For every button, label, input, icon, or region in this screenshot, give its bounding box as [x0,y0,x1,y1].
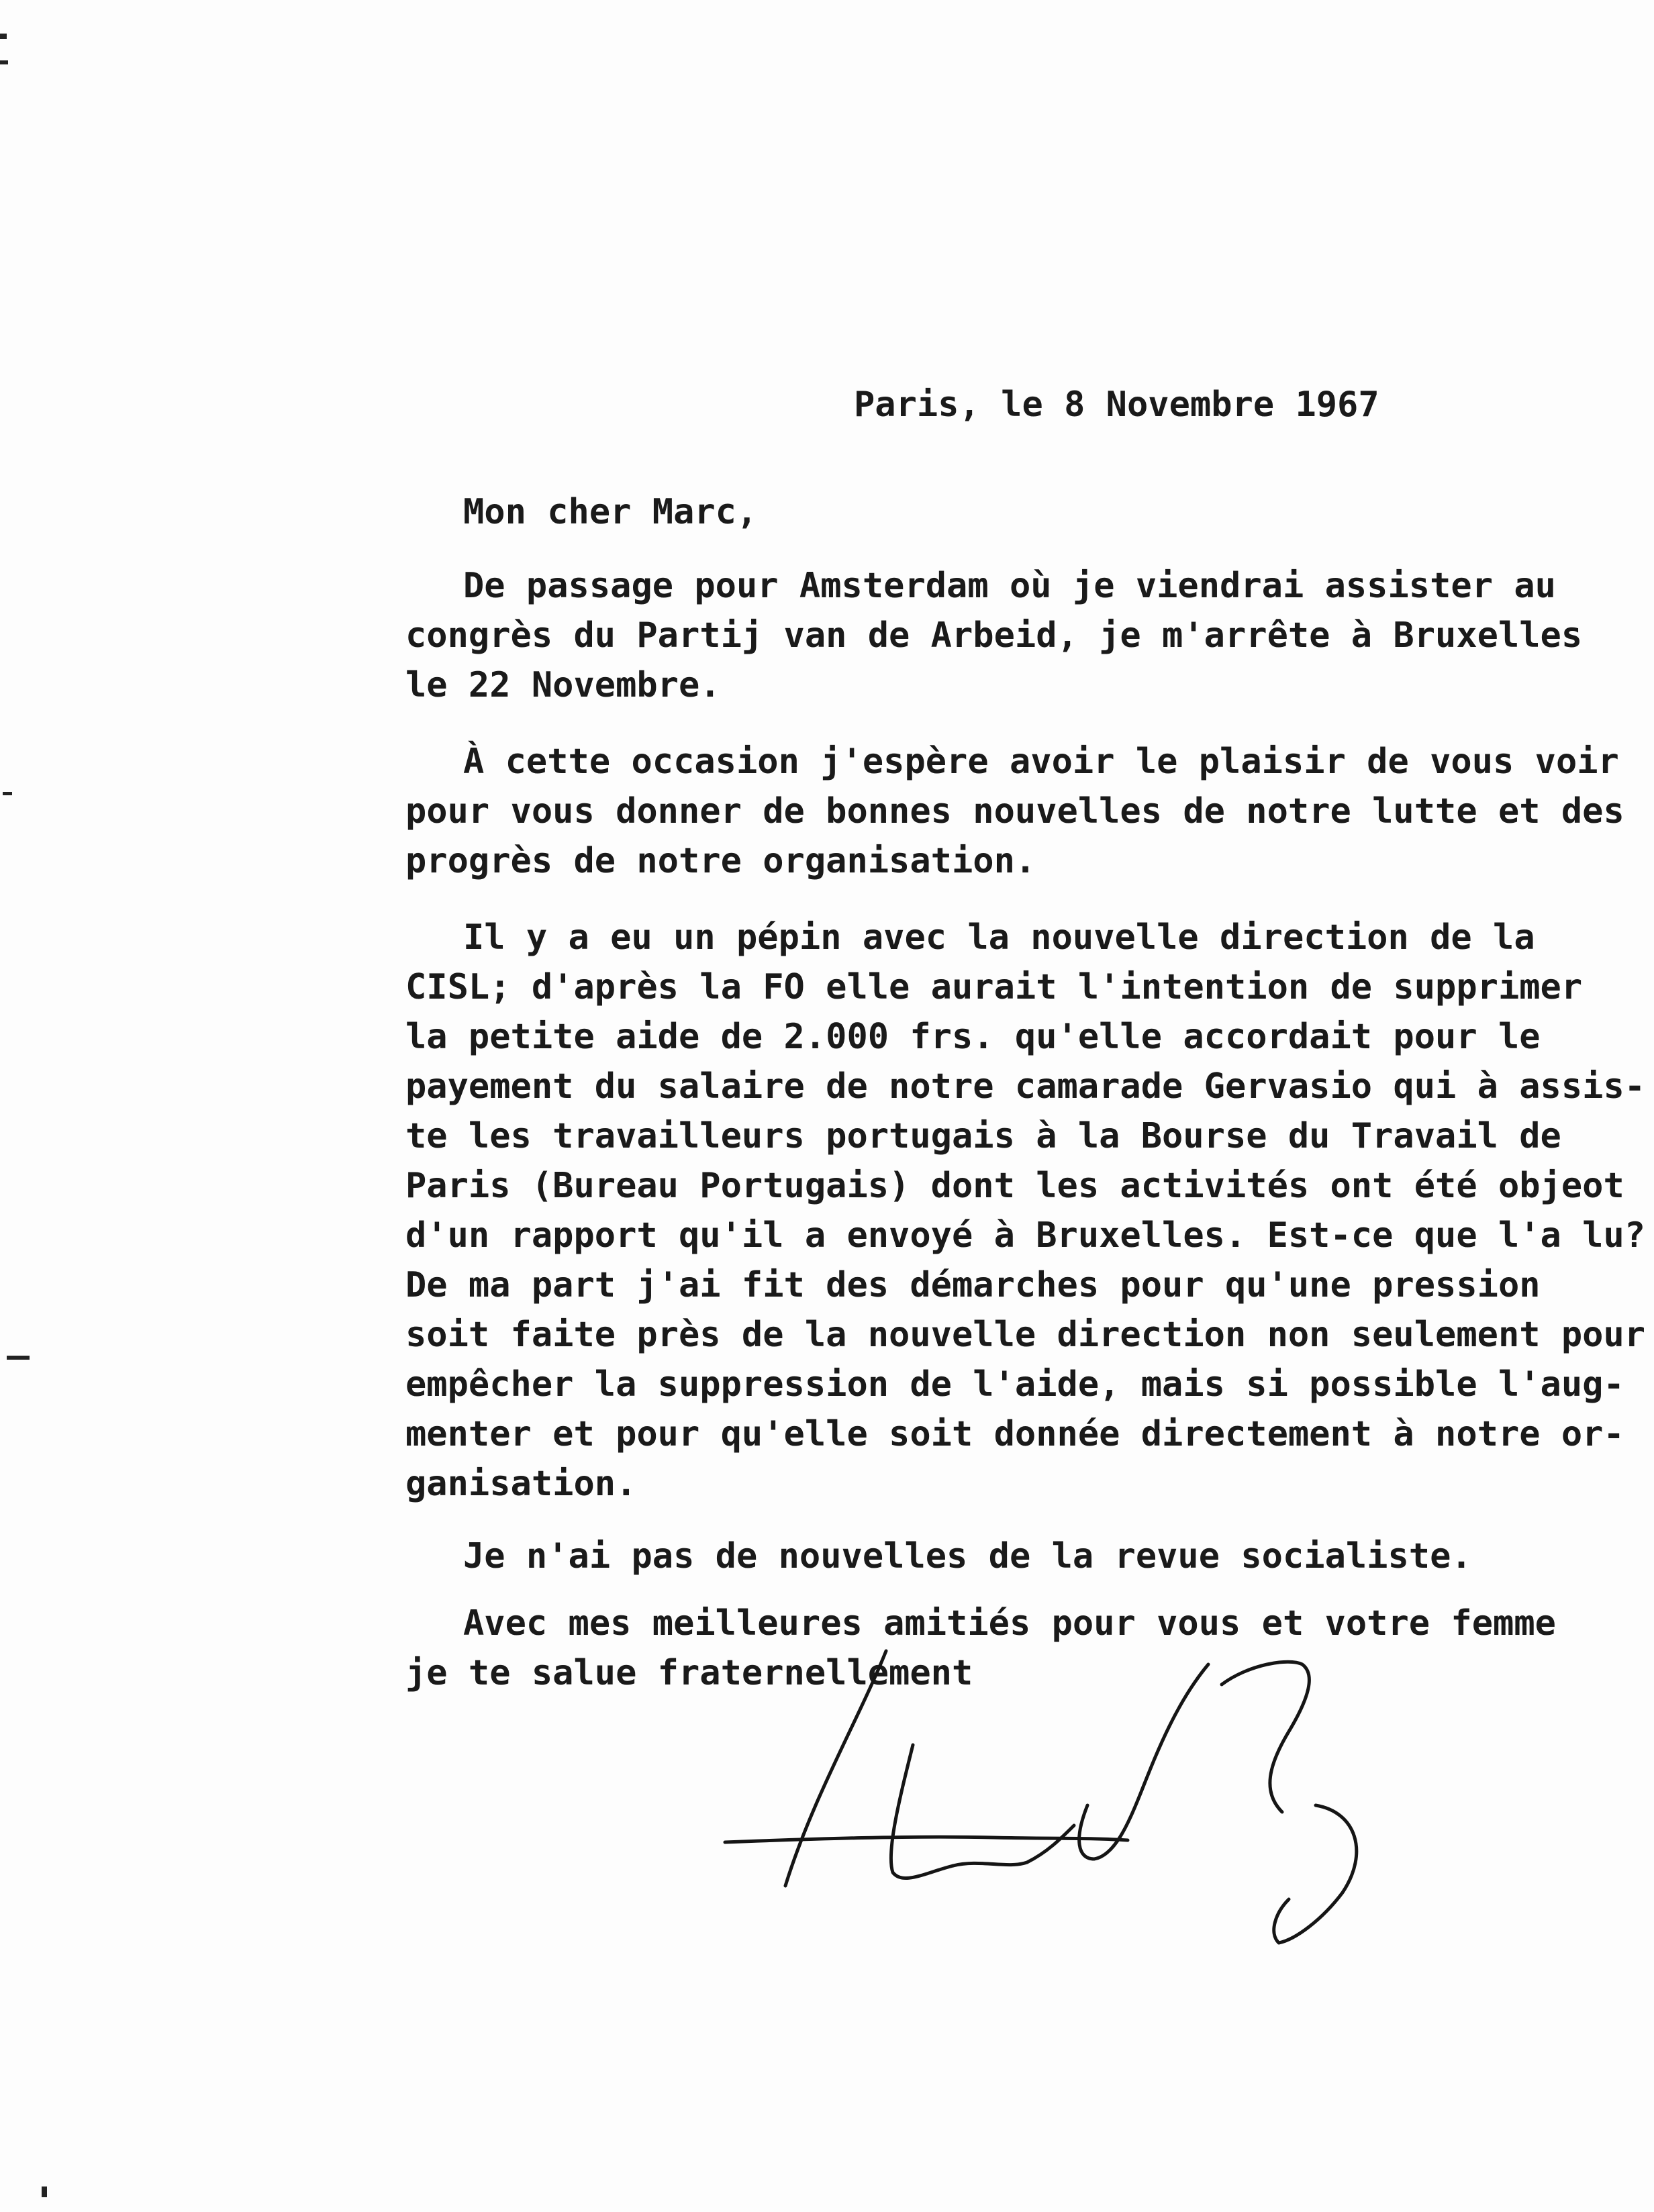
paragraph-revue [405,1531,1627,1581]
text-line: la petite aide de 2.000 frs. qu'elle accordait pour le [405,1017,1541,1057]
text-line: empêcher la suppression de l'aide, mais si possible l'aug- [405,1364,1624,1405]
text-line: payement du salaire de notre camarade Gervasio qui à assis- [405,1066,1646,1107]
text-line: progrès de notre organisation. [405,841,1036,881]
text-line: menter et pour qu'elle soit donnée directement à notre or- [405,1414,1624,1454]
dateline: Paris, le 8 Novembre 1967 [854,385,1379,425]
text-line: pour vous donner de bonnes nouvelles de notre lutte et des [405,791,1624,832]
text-line: Il y a eu un pépin avec la nouvelle direction de la [463,917,1535,958]
paragraph-meeting [405,737,1627,886]
text-line: le 22 Novembre. [405,665,721,705]
scan-speck [3,792,12,795]
text-line: d'un rapport qu'il a envoyé à Bruxelles. Est-ce que l'a lu? [405,1215,1646,1256]
text-line: te les travailleurs portugais à la Bourse du Travail de [405,1116,1561,1156]
paragraph-cisl [405,913,1646,1509]
scan-speck [0,60,8,64]
paragraph-travel [405,561,1627,710]
text-line: Paris (Bureau Portugais) dont les activités ont été objeot [405,1166,1624,1206]
text-line: Je n'ai pas de nouvelles de la revue socialiste. [463,1536,1472,1576]
scan-speck [42,2186,47,2197]
scan-speck [7,1356,30,1360]
salutation: Mon cher Marc, [463,492,758,532]
closing-line: je te salue fraternellement [405,1653,973,1693]
text-line: De ma part j'ai fit des démarches pour qu'une pression [405,1265,1541,1305]
text-line: ganisation. [405,1464,637,1504]
text-line: CISL; d'après la FO elle aurait l'intention de supprimer [405,967,1583,1007]
text-line: soit faite près de la nouvelle direction non seulement pour [405,1315,1646,1355]
text-line: congrès du Partij van de Arbeid, je m'arrête à Bruxelles [405,615,1583,656]
closing-line: Avec mes meilleures amitiés pour vous et votre femme [463,1603,1556,1644]
text-line: De passage pour Amsterdam où je viendrai assister au [463,566,1556,606]
handwritten-signature [712,1638,1383,1953]
scan-speck [0,34,7,39]
text-line: À cette occasion j'espère avoir le plaisir de vous voir [463,742,1619,782]
